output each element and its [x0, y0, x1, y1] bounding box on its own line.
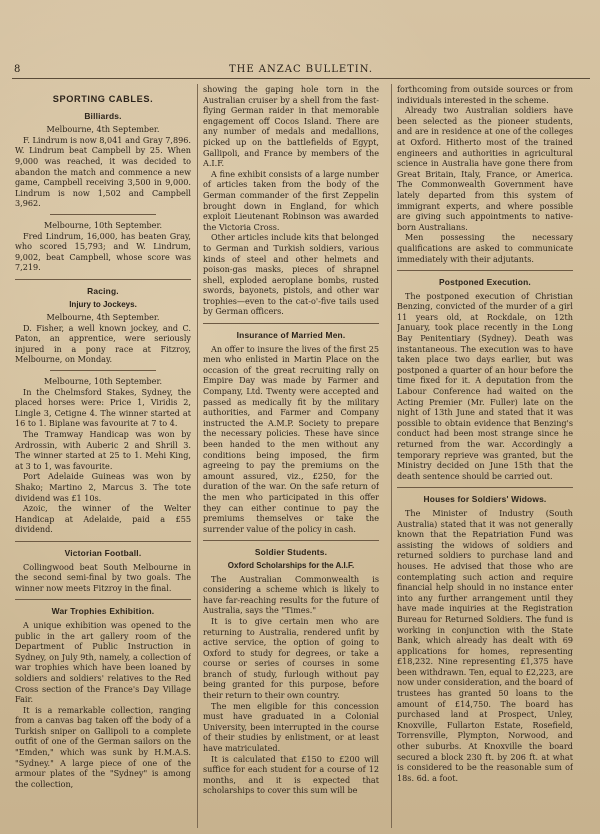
billiards-heading: Billiards.	[84, 110, 122, 121]
column-divider-1	[197, 84, 198, 828]
divider	[50, 214, 156, 215]
execution-heading: Postponed Execution.	[439, 277, 531, 288]
sporting-cables-heading: SPORTING CABLES.	[52, 94, 154, 104]
section-rule	[203, 323, 379, 324]
students-continued-3: Men possessing the necessary qualifications are asked to communicate immediately with their adjutants.	[397, 232, 573, 264]
section-rule	[15, 599, 191, 600]
football-heading: Victorian Football.	[64, 547, 142, 558]
widows-heading: Houses for Soldiers' Widows.	[423, 494, 547, 505]
students-continued-1: forthcoming from outside sources or from individuals interested in the scheme.	[397, 84, 573, 105]
insurance-heading: Insurance of Married Men.	[236, 330, 346, 341]
students-continued-2: Already two Australian soldiers have been selected as the pioneer students, and are in residence at one of the colleges at Oxford. Hitherto most of the trained engineers and authorities in agricultural science in Australia have gone there from Great Britain, Italy, France, or America. The Commonwealth Government have lately departed from this system of immigrant experts, and where possible are giving such appointments to native-born Australians.	[397, 105, 573, 232]
trophies-heading: War Trophies Exhibition.	[51, 606, 155, 617]
billiards-paragraph-1: F. Lindrum is now 8,041 and Gray 7,896. W. Lindrum beat Campbell by 25. When 9,000 was reached, it was decided to abandon the match and commence a new game, Campbell receiving 3,500 in 9,000. Lindrum is now 1,502 and Campbell 3,962.	[15, 134, 191, 209]
racing-heading: Racing.	[87, 285, 119, 296]
execution-paragraph: The postponed execution of Christian Benzing, convicted of the murder of a girl 11 years old, at Rockdale, on 12th January, took place recently in the Long Bay Penitentiary (Sydney). Death was instantaneous. The execution was to have taken place two days earlier, but was postponed a quarter of an hour before the time fixed for it. A deputation from the Labour Conference had waited on the Acting Premier (Mr. Fuller) late on the night of 13th June and stated that it was possible to obtain evidence that Benzing's conduct had been most strange since he returned from the war. Accordingly a temporary reprieve was granted, but the Ministry decided on June 15th that the death sentence should be carried out.	[397, 290, 573, 481]
page-header	[12, 62, 590, 79]
page-number: 8	[14, 64, 22, 75]
racing-subheading: Injury to Jockeys.	[69, 299, 137, 309]
trophies-continued-1: showing the gaping hole torn in the Australian cruiser by a shell from the fast-flying German raider in that memorable engagement off Cocos Island. There are any number of medals and medallions, picked up on the battlefields of Egypt, Gallipoli, and France by members of the A.I.F.	[203, 84, 379, 169]
column-3	[397, 84, 573, 828]
widows-paragraph: The Minister of Industry (South Australia) stated that it was not generally known that the Repatriation Fund was assisting the widows of soldiers and returned soldiers to purchase land and houses. He advised that those who are contemplating such action and require financial help should in no instance enter into any further arrangement until they have made inquiries at the Registration Bureau for Returned Soldiers. The fund is working in conjunction with the State Bank, which already has dealt with 69 applications for homes, representing £18,232. Nine representing £1,375 have been withdrawn. Ten, equal to £2,223, are now under consideration, and the board of trustees has granted 50 loans to the amount of £14,750. The board has purchased land at Prospect, Unley, Knoxville, Fullarton Estate, Rosefield, Torrensville, Plympton, Norwood, and other suburbs. At Knoxville the board secured a block 230 ft. by 206 ft. at what is considered to be the reasonable sum of 18s. 6d. a foot.	[397, 507, 573, 783]
trophies-paragraph-2: It is a remarkable collection, ranging from a canvas bag taken off the body of a Turkish sniper on Gallipoli to a complete outfit of one of the German sailors on the "Emden," which was sunk by H.M.A.S. "Sydney." A large piece of one of the armour plates of the "Sydney" is among the collection,	[15, 704, 191, 789]
publication-title: THE ANZAC BULLETIN.	[228, 64, 374, 75]
racing-dateline-2: Melbourne, 10th September.	[43, 376, 163, 387]
trophies-paragraph-1: A unique exhibition was opened to the public in the art gallery room of the Department of Public Instruction in Sydney, on July 9th, namely, a collection of war trophies which have been loaned by soldiers and soldiers' relatives to the Red Cross section of the France's Day Village Fair.	[15, 619, 191, 705]
section-rule	[397, 270, 573, 271]
billiards-dateline-2: Melbourne, 10th September.	[43, 219, 163, 230]
section-rule	[397, 487, 573, 488]
racing-dateline-1: Melbourne, 4th September.	[46, 312, 160, 323]
racing-paragraph-5: Azoic, the winner of the Welter Handicap at Adelaide, paid a £55 dividend.	[15, 503, 191, 535]
column-divider-2	[391, 84, 392, 828]
football-paragraph: Collingwood beat South Melbourne in the second semi-final by two goals. The winner now meets Fitzroy in the final.	[15, 561, 191, 593]
insurance-paragraph: An offer to insure the lives of the first 25 men who enlisted in Martin Place on the occasion of the great recruiting rally on Empire Day was made by Farmer and Company, Ltd. Twenty were accepted and passed as medically fit by the military authorities, and Farmer and Company instructed the A.M.P. Society to prepare the necessary policies. These have since been handed to the men without any conditions being imposed, the firm agreeing to pay the premiums on the amount assured, viz., £250, for the duration of the war. On the safe return of the men who participated in this offer they can either continue to pay the premiums themselves or take the surrender value of the policy in cash.	[203, 343, 379, 534]
trophies-continued-3: Other articles include kits that belonged to German and Turkish soldiers, various kinds of steel and other helmets and poison-gas masks, pieces of shrapnel shell, exploded aeroplane bombs, rusted swords, bayonets, pistols, and other war trophies—even to the cat-o'-five tails used by German officers.	[203, 232, 379, 317]
section-rule	[203, 540, 379, 541]
students-heading: Soldier Students.	[254, 547, 328, 558]
students-paragraph-1: The Australian Commonwealth is considering a scheme which is likely to have far-reaching results for the future of Australia, says the "Times."	[203, 573, 379, 616]
students-paragraph-3: The men eligible for this concession must have graduated in a Colonial University, been interrupted in the course of their studies by enlistment, or at least have matriculated.	[203, 700, 379, 754]
students-paragraph-4: It is calculated that £150 to £200 will suffice for each student for a course of 12 months, and it is expected that scholarships to cover this sum will be	[203, 753, 379, 796]
section-rule	[15, 541, 191, 542]
billiards-dateline-1: Melbourne, 4th September.	[46, 124, 160, 135]
racing-paragraph-2: In the Chelmsford Stakes, Sydney, the placed horses were: Price 1, Viridis 2, Lingle 3, Cetigne 4. The winner started at 16 to 1. Biplane was favourite at 7 to 4.	[15, 386, 191, 429]
racing-paragraph-3: The Tramway Handicap was won by Ardrossin, with Auberic 2 and Shrill 3. The winner started at 25 to 1. Mehi King, at 3 to 1, was favourite.	[15, 429, 191, 471]
students-subheading: Oxford Scholarships for the A.I.F.	[227, 560, 355, 570]
trophies-continued-2: A fine exhibit consists of a large number of articles taken from the body of the German commander of the first Zeppelin brought down in England, for which exploit Lieutenant Robinson was awarded the Victoria Cross.	[203, 168, 379, 232]
column-1	[15, 84, 191, 828]
column-2	[203, 84, 379, 828]
divider	[50, 370, 156, 371]
section-rule	[15, 279, 191, 280]
students-paragraph-2: It is to give certain men who are returning to Australia, rendered unfit by active service, the option of going to Oxford to study for degrees, or take a course or series of courses in some branch of study, furlough without pay being granted for this purpose, before their return to their own country.	[203, 615, 379, 701]
racing-paragraph-1: D. Fisher, a well known jockey, and C. Paton, an apprentice, were seriously injured in a pony race at Fitzroy, Melbourne, on Monday.	[15, 322, 191, 365]
racing-paragraph-4: Port Adelaide Guineas was won by Shako; Martino 2, Marcus 3. The tote dividend was £1 10s.	[15, 471, 191, 503]
billiards-paragraph-2: Fred Lindrum, 16,000, has beaten Gray, who scored 15,793; and W. Lindrum, 9,002, beat Campbell, whose score was 7,219.	[15, 230, 191, 273]
